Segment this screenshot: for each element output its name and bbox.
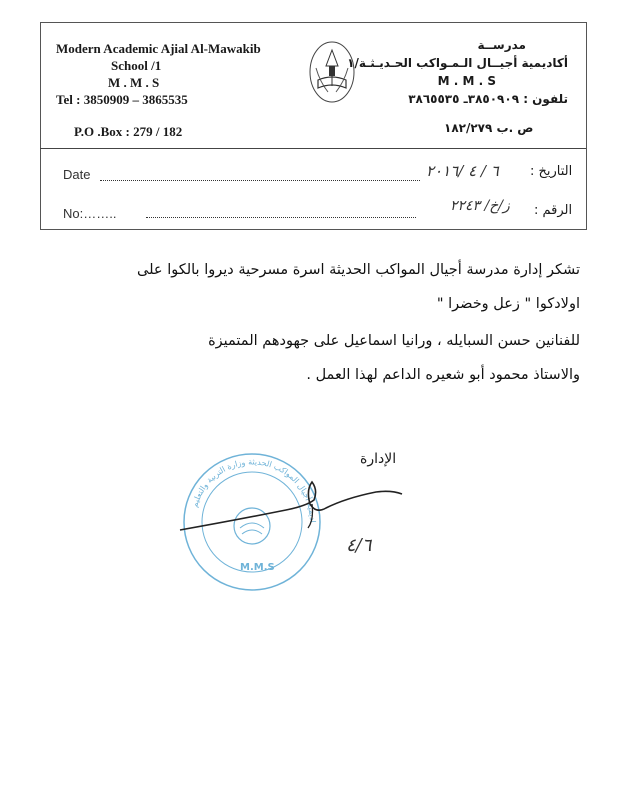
date-label-arabic: التاريخ :: [530, 164, 573, 179]
ref-number-label-arabic: الرقم :: [534, 203, 573, 218]
school-abbr-english: M . M . S: [108, 75, 160, 90]
body-line-3: للفنانين حسن السبايله ، ورانيا اسماعيل على جهودهم المتميزة: [208, 333, 580, 349]
letterhead-arabic: [347, 36, 568, 108]
school-tel-english: Tel : 3850909 – 3865535: [56, 92, 188, 107]
header-divider: [40, 148, 586, 149]
date-value: ٦ / ٤ /٢٠١٦: [426, 162, 499, 180]
handwritten-signature: [176, 470, 406, 540]
body-line-2: اولادكوا " زعل وخضرا ": [436, 296, 580, 312]
letterhead-english: [56, 40, 306, 108]
ref-dotted-line: [146, 217, 416, 218]
school-emblem-icon: [306, 38, 358, 110]
body-line-1: تشكر إدارة مدرسة أجيال المواكب الحديثة اسرة مسرحية ديروا بالكوا على: [137, 262, 580, 278]
ref-number-label: No:……..: [63, 206, 117, 221]
school-name-english: Modern Academic Ajial Al-Mawakib: [56, 41, 261, 56]
stamp-abbr: M.M.S: [240, 562, 275, 573]
stamp-text: اديمية أجيال المواكب الحديثة وزارة التربية والتعليم: [190, 457, 318, 523]
ref-number-value: ز/خ/ ٢٢٤٣: [450, 198, 510, 214]
date-label: Date: [63, 167, 91, 182]
date-dotted-line: [100, 180, 420, 181]
school-name-arabic: أكاديمية أجيــال الـمـواكب الحـديـثـة/١: [347, 56, 568, 70]
school-word-arabic: مدرســة: [477, 38, 526, 52]
school-tel-arabic: تلفون : ٣٨٥٠٩٠٩ـ ٣٨٦٥٥٣٥: [408, 92, 568, 106]
signature-title: الإدارة: [360, 451, 397, 467]
pobox-arabic: ص .ب ١٨٢/٢٧٩: [444, 121, 534, 135]
pobox-english: P.O .Box : 279 / 182: [74, 124, 183, 139]
signature-handwritten-number: ٤/٦: [346, 535, 372, 556]
body-line-4: والاستاذ محمود أبو شعيره الداعم لهذا العمل .: [306, 367, 580, 383]
school-abbr-arabic-side: M . M . S: [437, 74, 496, 88]
school-branch-english: School /1: [111, 58, 162, 73]
